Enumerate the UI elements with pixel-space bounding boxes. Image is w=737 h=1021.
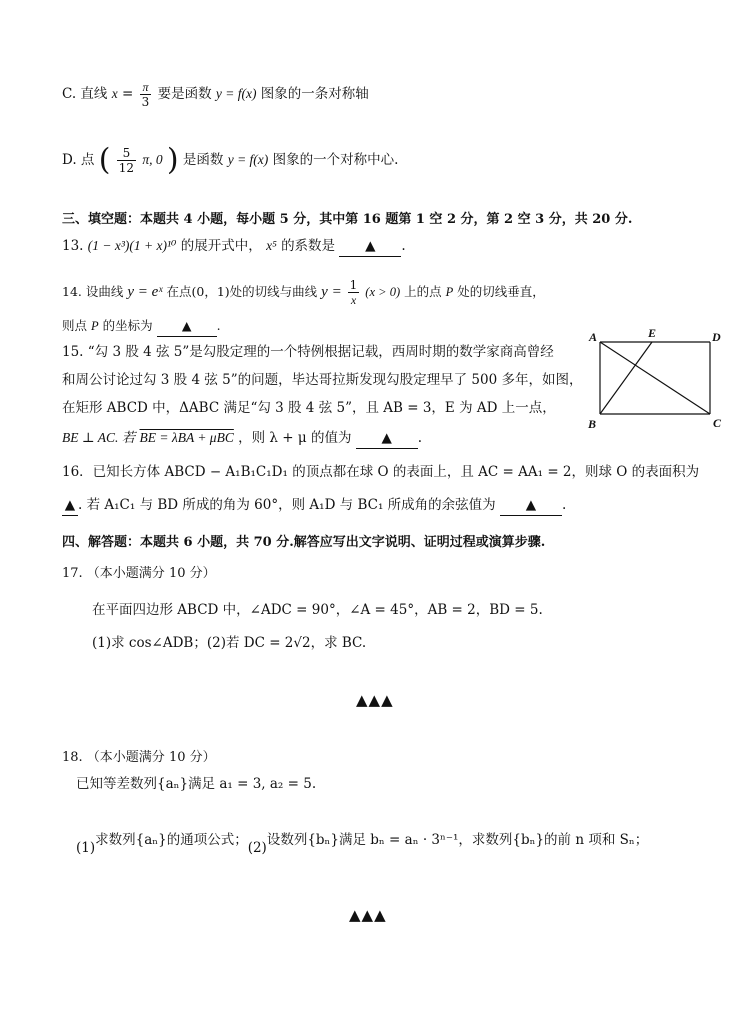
- q15-answer-blank: ▲: [356, 428, 418, 449]
- q15-line4-b: ，则 λ + μ 的值为: [238, 430, 352, 446]
- q16-line1: 16．已知长方体 ABCD − A₁B₁C₁D₁ 的顶点都在球 O 的表面上，且 AC = AA₁ = 2，则球 O 的表面积为: [62, 464, 700, 480]
- q14-mid: 在点(0，1)处的切线与曲线: [166, 284, 318, 299]
- q13-num: 13.: [62, 238, 84, 254]
- label-a: A: [589, 330, 598, 344]
- diagonal-ac: [600, 342, 710, 414]
- q17-line2: (1)求 cos∠ADB；(2)若 DC = 2√2，求 BC.: [92, 635, 367, 651]
- q18-header: 18. （本小题满分 10 分）: [62, 750, 216, 765]
- section-4-title: 四、解答题：本题共 6 小题，共 70 分.解答应写出文字说明、证明过程或演算步骤.: [62, 535, 546, 550]
- q13-mid: 的展开式中，: [180, 238, 262, 254]
- frac-den: x: [350, 293, 357, 307]
- segment-be: [600, 342, 652, 414]
- option-c: [62, 80, 369, 109]
- option-c-var: x: [111, 86, 118, 101]
- q13-suffix: 的系数是: [281, 238, 336, 254]
- option-c-eq: =: [122, 86, 134, 102]
- option-d-func: y = f(x): [227, 152, 269, 167]
- q15-line2: 和周公讨论过勾 3 股 4 弦 5”的问题，毕达哥拉斯发现勾股定理早了 500 多年，如图，: [62, 372, 583, 388]
- q16-answer-blank-2: ▲: [500, 495, 562, 516]
- label-c: C: [713, 416, 722, 430]
- option-d-point-rest: π, 0: [142, 152, 163, 167]
- q15-line4-a: BE ⊥ AC. 若: [62, 430, 136, 445]
- right-paren: ): [166, 142, 179, 178]
- section-end-marker-1: ▲▲▲: [356, 691, 394, 709]
- option-d-prefix: D. 点: [62, 152, 95, 168]
- option-d-mid: 是函数: [182, 152, 224, 168]
- option-d: [62, 142, 399, 178]
- frac-den: 12: [118, 161, 135, 175]
- q14-fraction: [348, 278, 360, 307]
- question-14-line2: [62, 316, 221, 337]
- q13-answer-blank: ▲: [339, 236, 401, 257]
- option-c-prefix: C. 直线: [62, 86, 108, 102]
- q14-line2-mid: 的坐标为: [102, 318, 153, 333]
- frac-num: π: [140, 80, 152, 95]
- label-b: B: [588, 417, 597, 431]
- frac-num: 5: [117, 146, 136, 161]
- question-14-line1: [62, 278, 545, 307]
- q14-answer-blank: ▲: [157, 316, 217, 337]
- q14-line2-end: .: [216, 318, 221, 333]
- rectangle-figure: [582, 326, 728, 434]
- q18-part2-text: 设数列{bₙ}满足 bₙ = aₙ · 3ⁿ⁻¹，求数列{bₙ}的前 n 项和 Sₙ；: [266, 832, 649, 848]
- section-end-marker-2: ▲▲▲: [349, 906, 387, 924]
- q15-line3: 在矩形 ABCD 中，ΔABC 满足“勾 3 股 4 弦 5”，且 AB = 3，E 为 AD 上一点，: [62, 400, 556, 416]
- q14-prefix: 14. 设曲线: [62, 284, 124, 299]
- q15-line4: [62, 428, 422, 449]
- q18-line1: 已知等差数列{aₙ}满足 a₁ = 3, a₂ = 5.: [76, 776, 317, 792]
- q14-line2-point: P: [91, 319, 99, 333]
- q18-part1-text: 求数列{aₙ}的通项公式；: [95, 832, 248, 848]
- q14-end1: 处的切线垂直，: [457, 284, 545, 299]
- q16-end: .: [561, 497, 567, 513]
- q13-term: x⁵: [266, 238, 277, 253]
- q14-suffix: 上的点: [404, 284, 442, 299]
- label-e: E: [648, 326, 657, 340]
- option-c-func: y = f(x): [215, 86, 257, 101]
- option-d-fraction: [117, 146, 136, 175]
- q14-curve1: y = eˣ: [127, 284, 163, 300]
- label-d: D: [712, 330, 721, 344]
- frac-den: 3: [141, 95, 150, 109]
- q15-line1: 15. “勾 3 股 4 弦 5”是勾股定理的一个特例根据记载，西周时期的数学家商高曾经: [62, 344, 554, 360]
- option-c-suffix: 图象的一条对称轴: [260, 86, 369, 102]
- section-3-title: 三、填空题：本题共 4 小题，每小题 5 分，其中第 16 题第 1 空 2 分，第 2 空 3 分，共 20 分.: [62, 212, 633, 227]
- q14-point: P: [445, 285, 454, 299]
- option-c-fraction: [140, 80, 152, 109]
- q14-cond: (x > 0): [365, 285, 401, 299]
- q16-line2-a: . 若 A₁C₁ 与 BD 所成的角为 60°，则 A₁D 与 BC₁ 所成角的余弦值为: [78, 497, 496, 513]
- option-d-suffix: 图象的一个对称中心.: [272, 152, 399, 168]
- q18-parts: [76, 830, 649, 856]
- q15-vector-eq: BE = λBA + μBC: [139, 430, 234, 445]
- q13-expr: (1 − x³)(1 + x)¹⁰: [87, 238, 177, 253]
- q16-line2: [62, 495, 566, 516]
- q14-line2-prefix: 则点: [62, 318, 88, 333]
- q14-curve2-lhs: y =: [321, 284, 342, 300]
- q18-part2-label: (2): [247, 840, 267, 856]
- q17-header: 17. （本小题满分 10 分）: [62, 566, 216, 581]
- left-paren: (: [98, 142, 111, 178]
- q13-end: .: [401, 238, 406, 254]
- q15-end: .: [417, 430, 423, 446]
- question-13: [62, 236, 406, 257]
- q18-part1-label: (1): [76, 840, 96, 856]
- q17-line1: 在平面四边形 ABCD 中，∠ADC = 90°，∠A = 45°，AB = 2，BD = 5.: [92, 602, 543, 618]
- frac-num: 1: [349, 278, 358, 292]
- option-c-mid: 要是函数: [157, 86, 212, 102]
- q16-answer-blank-1: ▲: [62, 495, 78, 516]
